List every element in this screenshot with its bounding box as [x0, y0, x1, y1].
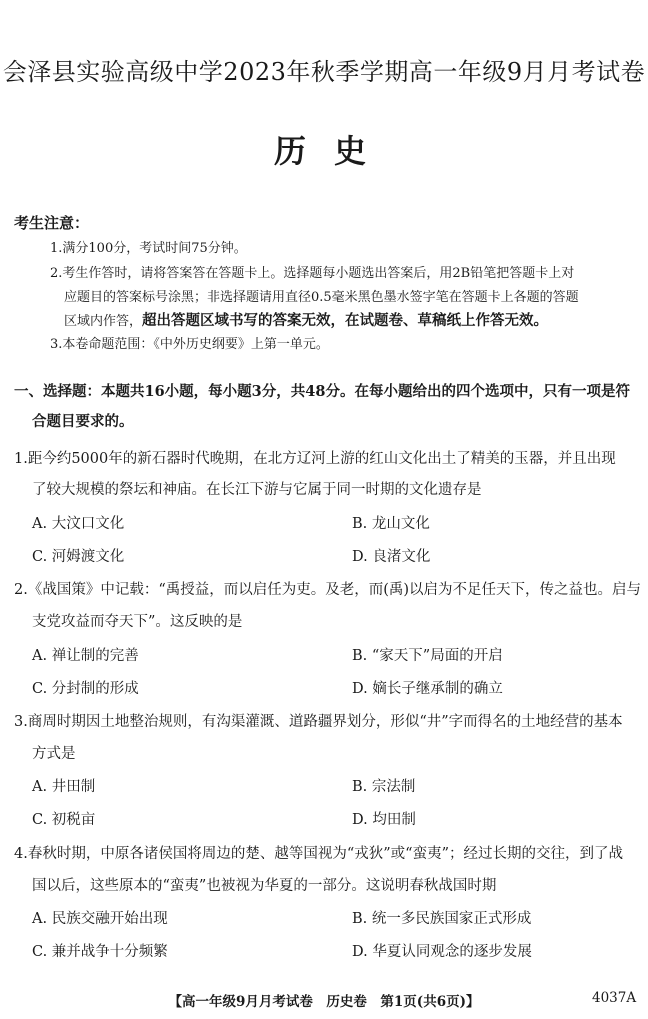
notice-line-2c: [64, 309, 548, 330]
notice-line-2b: 应题目的答案标号涂黑；非选择题请用直径0.5毫米黑色墨水签字笔在答题卡上各题的答题: [64, 290, 579, 305]
question-1-stem-line-1: 1.距今约5000年的新石器时代晚期，在北方辽河上游的红山文化出土了精美的玉器，并且出现: [14, 451, 616, 467]
question-1-option-d: D. 良渚文化: [352, 549, 431, 565]
question-2-option-b: B. “家天下”局面的开启: [352, 648, 503, 664]
question-3-option-d: D. 均田制: [352, 812, 416, 828]
question-4-option-a: A. 民族交融开始出现: [32, 911, 168, 927]
question-3-option-b: B. 宗法制: [352, 779, 416, 795]
notice-line-2: 2.考生作答时，请将答案答在答题卡上。选择题每小题选出答案后，用2B铅笔把答题卡上对: [50, 266, 575, 281]
notice-line-2c-bold: 超出答题区域书写的答案无效，在试题卷、草稿纸上作答无效。: [142, 312, 549, 329]
question-4-option-c: C. 兼并战争十分频繁: [32, 944, 168, 960]
exam-code: 4037A: [592, 990, 637, 1006]
question-3-stem-line-1: 3.商周时期因土地整治规则，有沟渠灌溉、道路疆界划分，形似“井”字而得名的土地经营的基本: [14, 714, 623, 730]
notice-line-3: 3.本卷命题范围：《中外历史纲要》上第一单元。: [50, 337, 329, 352]
subject-title: 历史: [273, 132, 394, 170]
page-footer: 【高一年级9月月考试卷 历史卷 第1页(共6页)】: [168, 994, 480, 1010]
notice-line-2c-plain: 区域内作答，: [64, 314, 143, 329]
question-2-option-c: C. 分封制的形成: [32, 681, 139, 697]
notice-line-1: 1.满分100分，考试时间75分钟。: [50, 241, 247, 256]
question-2-stem-line-1: 2.《战国策》中记载：“禹授益，而以启任为吏。及老，而(禹)以启为不足任天下，传之益也。启与: [14, 582, 642, 598]
question-3-option-a: A. 井田制: [32, 779, 96, 795]
question-1-option-c: C. 河姆渡文化: [32, 549, 125, 565]
question-4-option-d: D. 华夏认同观念的逐步发展: [352, 944, 532, 960]
notice-heading: 考生注意：: [14, 214, 90, 232]
exam-title: 会泽县实验高级中学2023年秋季学期高一年级9月月考试卷: [2, 58, 646, 86]
question-2-option-d: D. 嫡长子继承制的确立: [352, 681, 503, 697]
question-2-stem-line-2: 支党攻益而夺天下”。这反映的是: [32, 614, 243, 630]
question-4-stem-line-1: 4.春秋时期，中原各诸侯国将周边的楚、越等国视为“戎狄”或“蛮夷”；经过长期的交往，到了战: [14, 846, 623, 862]
question-3-stem-line-2: 方式是: [32, 746, 76, 762]
section-heading-line-1: 一、选择题：本题共16小题，每小题3分，共48分。在每小题给出的四个选项中，只有一项是符: [14, 383, 630, 400]
question-1-stem-line-2: 了较大规模的祭坛和神庙。在长江下游与它属于同一时期的文化遗存是: [32, 482, 482, 498]
question-1-option-b: B. 龙山文化: [352, 516, 430, 532]
question-2-option-a: A. 禅让制的完善: [32, 648, 139, 664]
section-heading-line-2: 合题目要求的。: [32, 413, 134, 430]
question-4-option-b: B. 统一多民族国家正式形成: [352, 911, 532, 927]
question-1-option-a: A. 大汶口文化: [32, 516, 125, 532]
question-3-option-c: C. 初税亩: [32, 812, 96, 828]
question-4-stem-line-2: 国以后，这些原本的“蛮夷”也被视为华夏的一部分。这说明春秋战国时期: [32, 878, 497, 894]
